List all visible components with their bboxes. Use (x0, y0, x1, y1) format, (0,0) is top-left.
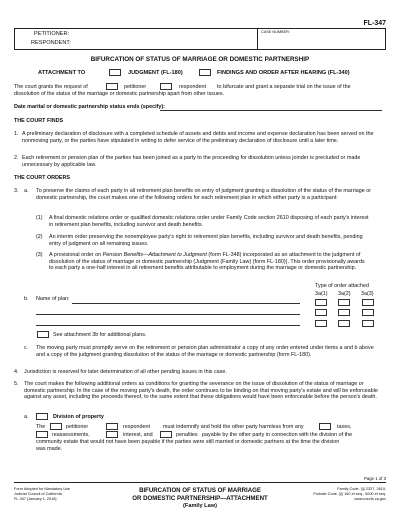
finds-item2-text: Each retirement or pension plan of the parties has been joined as a party to the proceeding for dissolution unless joinder is precluded or made unnecessary by applicable law. (22, 155, 361, 168)
type-col-1: 3a(1) (315, 291, 328, 297)
reassessments-checkbox[interactable] (36, 431, 48, 438)
judgment-option-label: JUDGMENT (FL-180) (128, 70, 183, 76)
division-property-checkbox[interactable] (36, 413, 48, 420)
intro-part2: to bifurcate and grant a separate trial on the issue of the (217, 84, 351, 90)
footer-title-2: OR DOMESTIC PARTNERSHIP—ATTACHMENT (132, 495, 268, 502)
footer-title-1: BIFURCATION OF STATUS OF MARRIAGE (139, 487, 261, 494)
respondent-field[interactable] (87, 40, 255, 48)
case-number-field[interactable] (261, 36, 383, 48)
item3a-text: To preserve the claims of each party in all retirement plan benefits on entry of judgment granting a dissolution of the status of the marriage or domestic partnership, the court makes one of the following orders for each retirement plan in which either party is a participant: (36, 188, 371, 201)
petitioner-field[interactable] (87, 31, 255, 39)
footer-title-3: (Family Law) (183, 503, 217, 509)
footer-adopted-1: Form Adopted for Mandatory Use (14, 487, 71, 491)
division-taxes: taxes, (337, 424, 352, 430)
plan1-3a3-checkbox[interactable] (362, 299, 374, 306)
division-penalties: penalties (176, 432, 198, 438)
plan-name-field-2[interactable] (36, 314, 300, 315)
petitioner-label: PETITIONER: (34, 31, 70, 37)
division-payable: payable by the other party in connection with the division of the (202, 432, 353, 438)
intro-petitioner: petitioner (124, 84, 147, 90)
plan3-3a2-checkbox[interactable] (338, 320, 350, 327)
plan3-3a1-checkbox[interactable] (315, 320, 327, 327)
penalties-checkbox[interactable] (160, 431, 172, 438)
request-petitioner-checkbox[interactable] (106, 83, 118, 90)
plan1-3a1-checkbox[interactable] (315, 299, 327, 306)
footer-code-1: Family Code, §§ 2337, 2610; (337, 487, 386, 491)
status-end-date-field[interactable] (160, 110, 382, 111)
form-number: FL-347 (363, 20, 386, 27)
orders-item5-number: 5. (14, 381, 19, 387)
opt3-number: (3) (36, 252, 43, 258)
opt2-number: (2) (36, 234, 43, 240)
opt2-text: An interim order preserving the nonemployee party's right to retirement plan benefits, including survivor and death benefits, pending entry of judgment on all remaining issues. (49, 234, 363, 247)
footer-adopted-2: Judicial Council of California (14, 492, 62, 496)
type-col-2: 3a(2) (338, 291, 351, 297)
division-heading: Division of property (53, 414, 104, 420)
footer-adopted-3: FL-347 [January 1, 2016] (14, 497, 57, 501)
finds-item1-text: A preliminary declaration of disclosure with a completed schedule of assets and debts and income and expense declaration has been served on the nonmoving party, or the parties have stipulated in writing to defer service of the preliminary declaration of disclosure until a later time. (22, 131, 374, 144)
item4-text: Jurisdiction is reserved for later determination of all other pending issues in this case. (24, 369, 227, 375)
orders-item3-number: 3. (14, 188, 19, 194)
footer-code-2: Probate Code, §§ 160 et seq., 5000 et seq. (313, 492, 386, 496)
division-the: The (36, 424, 46, 430)
opt3-rest: (form FL-348) incorporated as an attachment to the judgment of dissolution of the status of marriage or domestic partnership (Judgment (Family Law) (form FL-180)). This order provisionally awards to each party a one-half interest in all retirement benefits attributable to employment during the marriage or domestic partnership. (49, 252, 365, 272)
finds-item2-number: 2. (14, 155, 19, 161)
case-number-label: CASE NUMBER: (261, 30, 290, 34)
item3b-letter: b. (24, 296, 29, 302)
type-col-3: 3a(3) (361, 291, 374, 297)
item5a-letter: a. (24, 414, 29, 420)
opt3-form-title: Pension Benefits—Attachment to Judgment (102, 252, 207, 258)
footer-website[interactable]: www.courts.ca.gov (354, 497, 386, 501)
page-number: Page 1 of 3 (364, 476, 386, 481)
division-petitioner-checkbox[interactable] (50, 423, 62, 430)
intro-part1: The court grants the request of (14, 84, 88, 90)
division-respondent: respondent (123, 424, 150, 430)
division-community-line: community estate that would not have been payable if the parties were still married or domestic partners at the time the division (36, 439, 340, 445)
plan-name-field-1[interactable] (72, 303, 300, 304)
finds-item1-number: 1. (14, 131, 19, 137)
division-was-made: was made. (36, 446, 63, 452)
opt1-text: A final domestic relations order or qualified domestic relations order under Family Code section 2610 disposing of each party's interest in retirement plan benefits, including survivor and death benefits. (49, 215, 369, 228)
item3c-text: The moving party must promptly serve on the retirement or pension plan administrator a copy of any order entered under items a and b above and a copy of the judgment granting dissolution of the status of the marriage or domestic partnership (form FL-180). (36, 345, 374, 358)
taxes-checkbox[interactable] (319, 423, 331, 430)
intro-line2: dissolution of the status of the marriage or domestic partnership apart from other issues. (14, 91, 225, 97)
footer-rule (14, 482, 386, 483)
opt3-intro: A provisional order on (49, 252, 102, 258)
interest-checkbox[interactable] (106, 431, 118, 438)
plan-name-field-3[interactable] (36, 325, 300, 326)
plan2-3a2-checkbox[interactable] (338, 309, 350, 316)
findings-option-label: FINDINGS AND ORDER AFTER HEARING (FL-340) (217, 70, 350, 76)
item3a-letter: a. (24, 188, 29, 194)
caption-divider (257, 28, 258, 50)
division-indemnify: must indemnify and hold the other party harmless from any (163, 424, 304, 430)
division-respondent-checkbox[interactable] (106, 423, 118, 430)
status-end-date-label: Date marital or domestic partnership status ends (specify): (14, 104, 165, 110)
page-title: BIFURCATION OF STATUS OF MARRIAGE OR DOMESTIC PARTNERSHIP (90, 56, 310, 63)
item5-text: The court makes the following additional orders as conditions for granting the severance on the issue of dissolution of the status of marriage or domestic partnership: In the case of the moving party's death, the order continues to be binding on that moving party's estate and will be enforceable against any asset, including the proceeds thereof, to the same extent that these obligations would have been enforceable before the person's death. (24, 381, 378, 401)
court-finds-heading: THE COURT FINDS (14, 118, 64, 124)
division-interest: interest, and (123, 432, 153, 438)
division-reassessments: reassessments, (52, 432, 90, 438)
division-petitioner: petitioner (66, 424, 89, 430)
plan3-3a3-checkbox[interactable] (362, 320, 374, 327)
request-respondent-checkbox[interactable] (160, 83, 172, 90)
findings-order-checkbox[interactable] (199, 69, 211, 76)
attachment-label: ATTACHMENT TO (38, 70, 86, 76)
plan1-3a2-checkbox[interactable] (338, 299, 350, 306)
plan2-3a3-checkbox[interactable] (362, 309, 374, 316)
see-attachment-checkbox[interactable] (37, 331, 49, 338)
item3c-letter: c. (24, 345, 29, 351)
plan2-3a1-checkbox[interactable] (315, 309, 327, 316)
type-of-order-header: Type of order attached (315, 283, 369, 289)
opt3-text (49, 252, 369, 272)
name-of-plan-label: Name of plan: (36, 296, 70, 302)
court-orders-heading: THE COURT ORDERS (14, 175, 71, 181)
judgment-checkbox[interactable] (109, 69, 121, 76)
respondent-label: RESPONDENT: (31, 40, 71, 46)
opt1-number: (1) (36, 215, 43, 221)
orders-item4-number: 4. (14, 369, 19, 375)
see-attachment-label: See attachment 3b for additional plans. (53, 332, 147, 338)
intro-respondent: respondent (179, 84, 206, 90)
